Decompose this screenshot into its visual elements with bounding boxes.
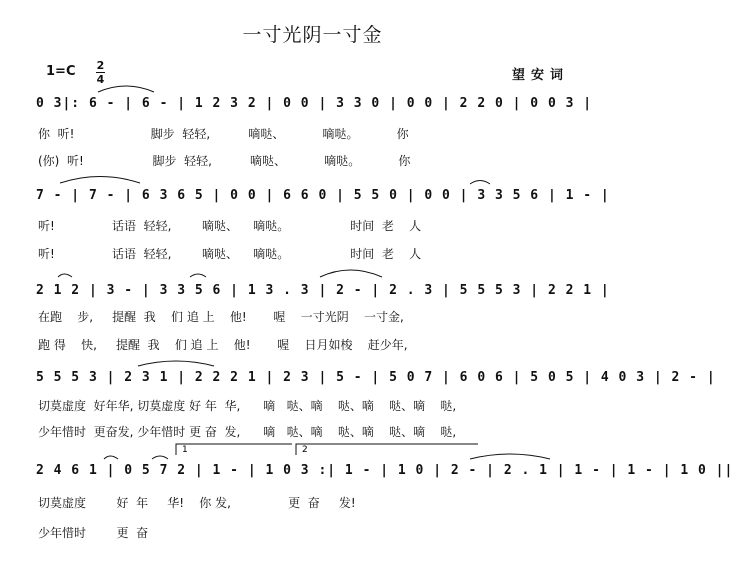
notation-line-1: 0 3|: 6 - | 6 - | 1 2 3 2 | 0 0 | 3 3 0 | 0 0 | 2 2 0 | 0 0 3 |	[36, 96, 593, 111]
slur	[470, 454, 550, 459]
slur	[190, 274, 206, 277]
lyric-line-1a: 你 听! 脚步 轻轻, 嘀哒、 嘀哒。 你	[38, 127, 409, 141]
slur	[58, 274, 72, 277]
lyric-line-1b: (你) 听! 脚步 轻轻, 嘀哒、 嘀哒。 你	[38, 154, 411, 168]
slur	[152, 456, 168, 459]
slur	[60, 177, 140, 184]
time-sig-bottom: 4	[96, 73, 105, 86]
slur	[138, 361, 214, 366]
notation-line-5: 2 4 6 1 | 0 5 7 2 | 1 - | 1 0 3 :| 1 - | 1 0 | 2 - | 2 . 1 | 1 - | 1 - | 1 0 ||	[36, 463, 733, 478]
slur	[470, 181, 490, 185]
notation-line-4: 5 5 5 3 | 2 3 1 | 2 2 2 1 | 2 3 | 5 - | 5 0 7 | 6 0 6 | 5 0 5 | 4 0 3 | 2 - |	[36, 370, 716, 385]
slur	[320, 270, 382, 277]
lyric-line-3b: 跑 得 快, 提醒 我 们 追 上 他! 喔 日月如梭 赶少年,	[38, 338, 408, 352]
song-title: 一寸光阴一寸金	[242, 24, 383, 46]
lyric-line-3a: 在跑 步, 提醒 我 们 追 上 他! 喔 一寸光阴 一寸金,	[38, 310, 404, 324]
notation-line-2: 7 - | 7 - | 6 3 6 5 | 0 0 | 6 6 0 | 5 5 0 | 0 0 | 3 3 5 6 | 1 - |	[36, 188, 610, 203]
lyric-line-5b: 少年惜时 更 奋	[38, 526, 149, 540]
volta-bracket-1	[176, 444, 292, 455]
lyric-line-2a: 听! 话语 轻轻, 嘀哒、 嘀哒。 时间 老 人	[38, 219, 422, 233]
lyric-line-4a: 切莫虚度 好年华, 切莫虚度 好 年 华, 嘀 哒、嘀 哒、嘀 哒、嘀 哒,	[38, 399, 457, 413]
volta-label-1: 1	[182, 445, 188, 455]
lyricist-credit: 望安词	[512, 68, 570, 83]
slur	[98, 86, 154, 92]
slur	[104, 456, 118, 459]
time-sig-top: 2	[96, 59, 105, 72]
volta-label-2: 2	[302, 445, 308, 455]
lyric-line-5a: 切莫虚度 好 年 华! 你 发, 更 奋 发!	[38, 496, 356, 510]
notation-line-3: 2 1 2 | 3 - | 3 3 5 6 | 1 3 . 3 | 2 - | 2 . 3 | 5 5 5 3 | 2 2 1 |	[36, 283, 610, 298]
key-signature: 1=C	[46, 64, 76, 79]
lyric-line-2b: 听! 话语 轻轻, 嘀哒、 嘀哒。 时间 老 人	[38, 247, 422, 261]
volta-bracket-2	[296, 444, 478, 455]
lyric-line-4b: 少年惜时 更奋发, 少年惜时 更 奋 发, 嘀 哒、嘀 哒、嘀 哒、嘀 哒,	[38, 425, 457, 439]
